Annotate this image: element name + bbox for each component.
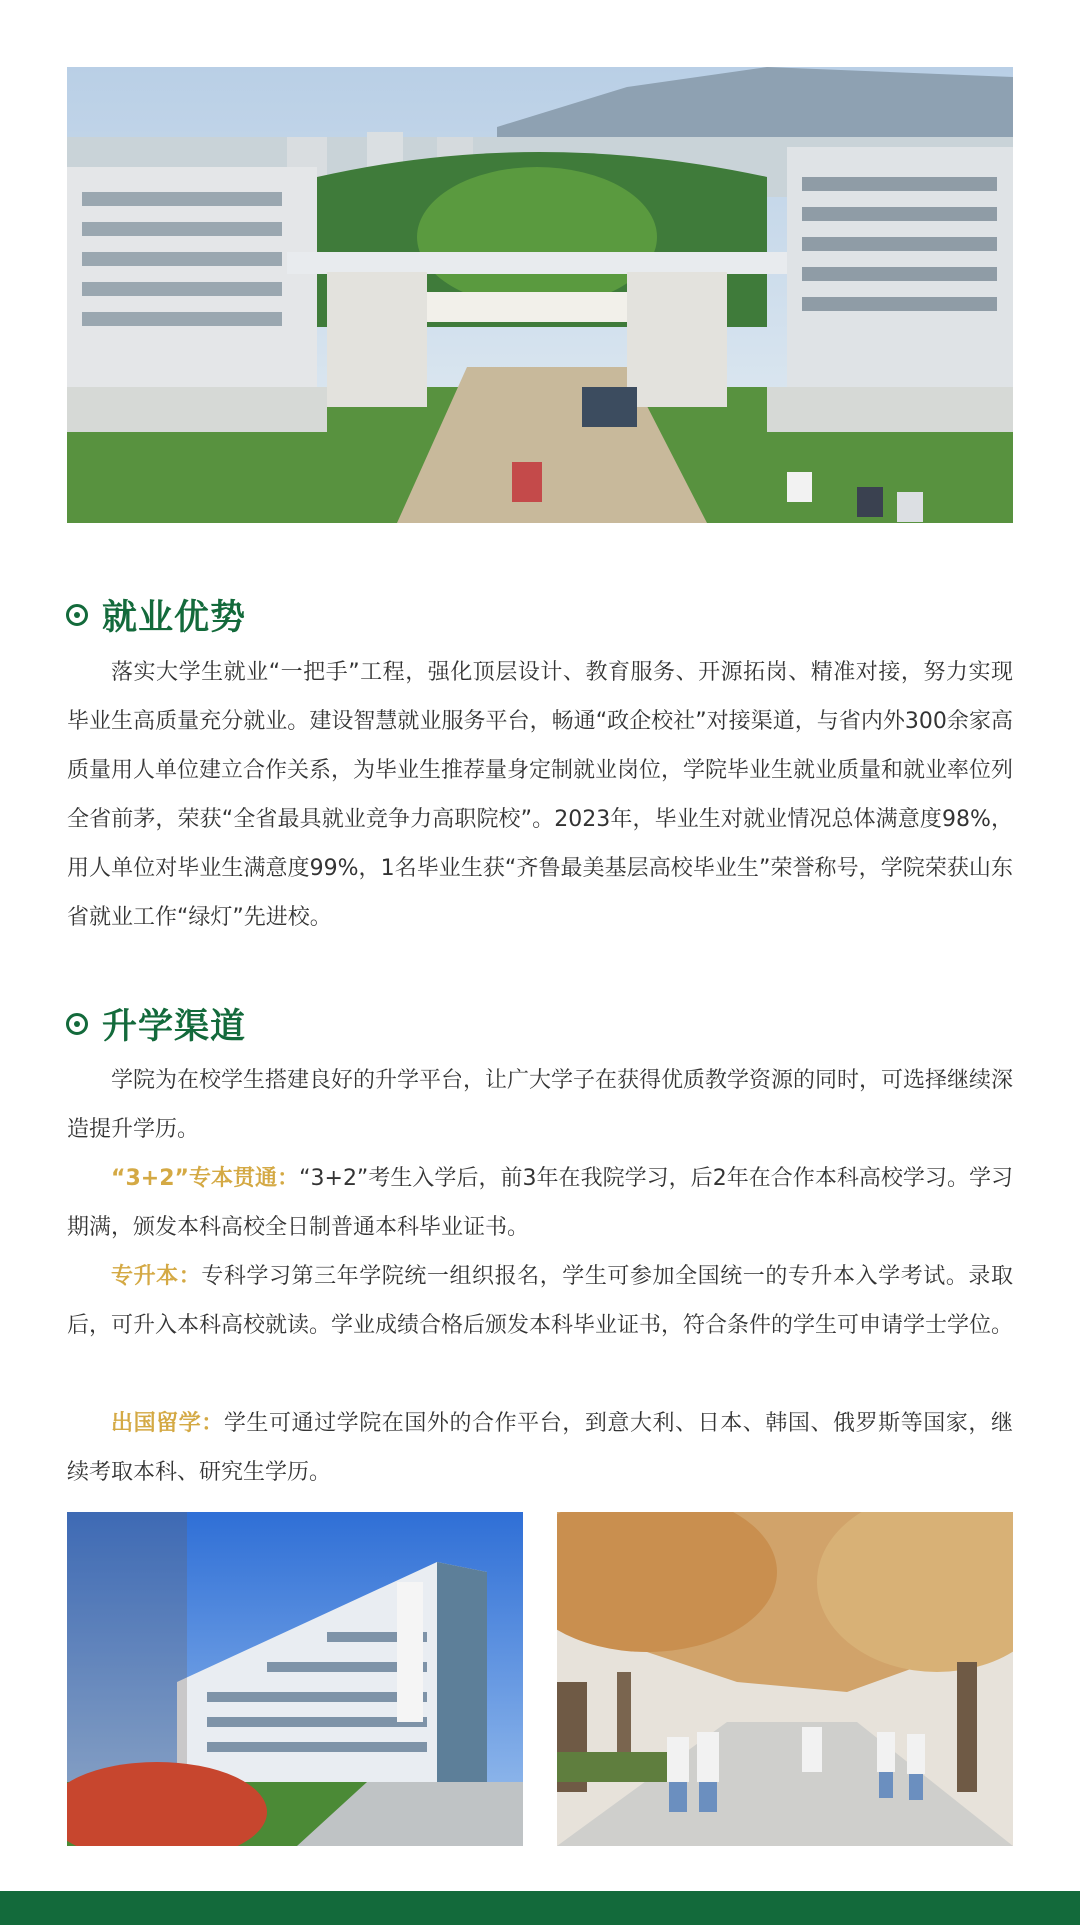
circle-bullet-icon [66,604,88,626]
section-heading-further-study [66,999,246,1049]
program-label: 出国留学： [111,1411,224,1436]
further-study-intro: 学院为在校学生搭建良好的升学平台，让广大学子在获得优质教学资源的同时，可选择继续深造提升学历。 [67,1068,1014,1142]
program-upgrade [67,1252,1013,1350]
section-title: 升学渠道 [102,1007,247,1047]
campus-gate-photo [67,67,1013,523]
program-label: 专升本： [111,1264,202,1289]
program-text: 学生可通过学院在国外的合作平台，到意大利、日本、韩国、俄罗斯等国家，继续考取本科、研究生学历。 [67,1411,1013,1485]
employment-paragraph: 落实大学生就业“一把手”工程，强化顶层设计、教育服务、开源拓岗、精准对接，努力实现毕业生高质量充分就业。建设智慧就业服务平台，畅通“政企校社”对接渠道，与省内外300余家高质量用人单位建立合作关系，为毕业生推荐量身定制就业岗位，学院毕业生就业质量和就业率位列全省前茅，荣获“全省最具就业竞争力高职院校”。2023年，毕业生对就业情况总体满意度98%，用人单位对毕业生满意度99%，1名毕业生获“齐鲁最美基层高校毕业生”荣誉称号，学院荣获山东省就业工作“绿灯”先进校。 [67,660,1014,930]
section-title: 就业优势 [102,598,247,638]
program-text: “3+2”考生入学后，前3年在我院学习，后2年在合作本科高校学习。学习期满，颁发本科高校全日制普通本科毕业证书。 [67,1166,1013,1240]
campus-avenue-photo [557,1512,1013,1846]
program-3-plus-2 [67,1154,1013,1252]
program-label: “3+2”专本贯通： [111,1166,300,1191]
program-text: 专科学习第三年学院统一组织报名，学生可参加全国统一的专升本入学考试。录取后，可升入本科高校就读。学业成绩合格后颁发本科毕业证书，符合条件的学生可申请学士学位。 [67,1264,1014,1338]
program-study-abroad [67,1399,1013,1497]
campus-building-photo [67,1512,523,1846]
section-heading-employment [66,590,246,640]
footer-bar [0,1891,1080,1925]
circle-bullet-icon [66,1013,88,1035]
